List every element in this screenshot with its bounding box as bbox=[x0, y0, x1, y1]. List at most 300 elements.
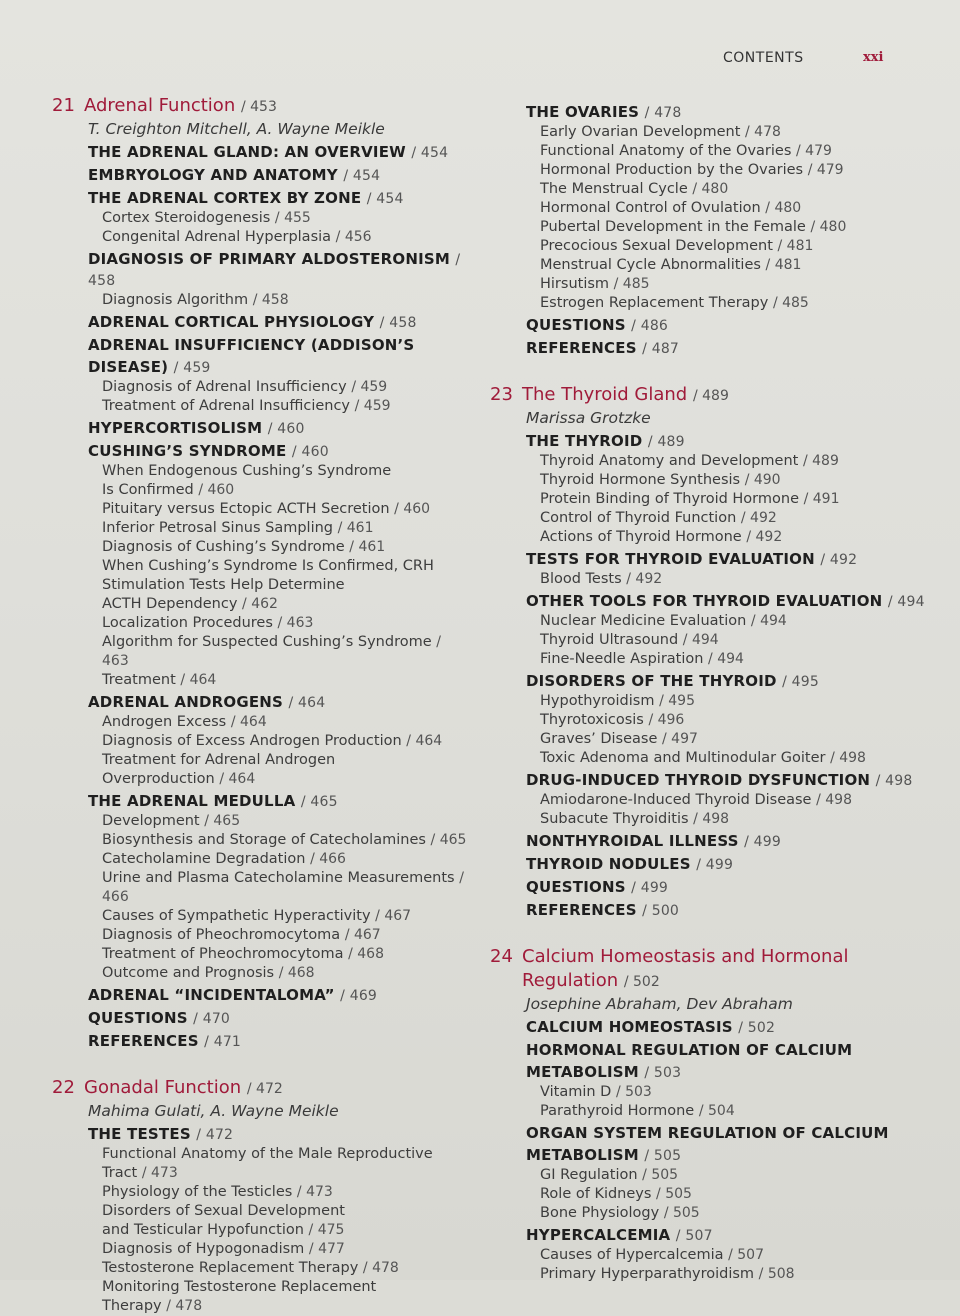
toc-section-entry[interactable] bbox=[526, 591, 930, 612]
toc-subsection-entry[interactable] bbox=[540, 509, 930, 528]
toc-subsection-entry[interactable] bbox=[102, 519, 472, 538]
toc-subsection-entry[interactable] bbox=[102, 397, 472, 416]
chapter-authors: Mahima Gulati, A. Wayne Meikle bbox=[88, 1102, 339, 1120]
toc-entry-page: / 486 bbox=[631, 318, 669, 334]
chapter-title[interactable]: Adrenal Function / 453 bbox=[84, 95, 277, 116]
toc-section-entry[interactable] bbox=[88, 441, 472, 462]
toc-entry-title: Diagnosis Algorithm bbox=[102, 292, 249, 308]
toc-entry-title: Localization Procedures bbox=[102, 615, 273, 631]
toc-section-entry[interactable] bbox=[526, 770, 930, 791]
toc-entry-page: / 466 bbox=[310, 851, 346, 867]
toc-subsection-entry[interactable] bbox=[102, 576, 472, 595]
toc-subsection-entry[interactable] bbox=[540, 1166, 930, 1185]
toc-entry-page: / 494 bbox=[682, 632, 719, 648]
toc-entry-page: / 460 bbox=[291, 444, 329, 460]
toc-subsection-entry[interactable] bbox=[102, 1259, 472, 1278]
toc-section-entry[interactable] bbox=[526, 338, 930, 359]
toc-subsection-entry[interactable] bbox=[540, 810, 930, 829]
toc-entry-title: NONTHYROIDAL ILLNESS bbox=[526, 832, 739, 850]
toc-section-entry[interactable] bbox=[526, 1062, 930, 1083]
toc-entry-title: Biosynthesis and Storage of Catecholamines bbox=[102, 832, 426, 848]
toc-entry-title: ORGAN SYSTEM REGULATION OF CALCIUM bbox=[526, 1124, 889, 1142]
toc-subsection-entry[interactable] bbox=[540, 161, 930, 180]
toc-entry-title: THE THYROID bbox=[526, 432, 643, 450]
toc-subsection-entry[interactable] bbox=[540, 730, 930, 749]
toc-entry-title: Is Confirmed bbox=[102, 482, 194, 498]
toc-entry-title: THE OVARIES bbox=[526, 103, 640, 121]
toc-entry-title: Urine and Plasma Catecholamine Measurements bbox=[102, 870, 455, 886]
toc-subsection-entry[interactable] bbox=[540, 570, 930, 589]
running-head: CONTENTS bbox=[723, 50, 804, 66]
toc-entry-title: Diagnosis of Hypogonadism bbox=[102, 1241, 305, 1257]
toc-section-entry[interactable] bbox=[526, 1225, 930, 1246]
toc-subsection-entry[interactable] bbox=[540, 490, 930, 509]
toc-entry-title: DISORDERS OF THE THYROID bbox=[526, 672, 777, 690]
toc-section-entry[interactable] bbox=[526, 900, 930, 921]
toc-section-entry[interactable] bbox=[526, 877, 930, 898]
toc-entry-page: / 481 bbox=[765, 257, 802, 273]
toc-subsection-entry[interactable] bbox=[540, 650, 930, 669]
toc-section-entry[interactable] bbox=[526, 671, 930, 692]
toc-subsection-entry[interactable] bbox=[540, 142, 930, 161]
toc-entry-title: Overproduction bbox=[102, 771, 215, 787]
toc-entry-page: / 473 bbox=[296, 1184, 333, 1200]
toc-entry-title: Physiology of the Testicles bbox=[102, 1184, 293, 1200]
toc-entry-page: / 461 bbox=[349, 539, 386, 555]
toc-entry-page: / 462 bbox=[242, 596, 278, 612]
toc-entry-page: / 499 bbox=[744, 834, 781, 850]
toc-entry-title: Blood Tests bbox=[540, 571, 622, 587]
toc-entry-title: Hypothyroidism bbox=[540, 693, 655, 709]
toc-entry-title: and Testicular Hypofunction bbox=[102, 1222, 304, 1238]
toc-entry-title: HYPERCORTISOLISM bbox=[88, 419, 263, 437]
toc-section-entry[interactable] bbox=[88, 692, 472, 713]
toc-entry-title: Treatment of Adrenal Insufficiency bbox=[102, 398, 351, 414]
toc-entry-title: Hirsutism bbox=[540, 276, 610, 292]
toc-entry-page: / 470 bbox=[193, 1011, 231, 1027]
toc-entry-page: / 478 bbox=[644, 105, 682, 121]
toc-subsection-entry[interactable] bbox=[102, 228, 472, 247]
toc-section-entry[interactable] bbox=[88, 418, 472, 439]
toc-entry-page: / 467 bbox=[375, 908, 412, 924]
toc-entry-page: / 472 bbox=[196, 1127, 234, 1143]
toc-entry-title: Diagnosis of Adrenal Insufficiency bbox=[102, 379, 347, 395]
toc-entry-page: / 459 bbox=[354, 398, 391, 414]
toc-entry-page: / 466 bbox=[102, 870, 464, 905]
toc-entry-title: ACTH Dependency bbox=[102, 596, 238, 612]
toc-entry-page: / 494 bbox=[887, 594, 925, 610]
toc-entry-page: / 505 bbox=[663, 1205, 700, 1221]
toc-entry-title: Bone Physiology bbox=[540, 1205, 660, 1221]
toc-subsection-entry[interactable] bbox=[102, 1297, 472, 1316]
toc-entry-page: / 480 bbox=[692, 181, 729, 197]
toc-entry-title: EMBRYOLOGY AND ANATOMY bbox=[88, 166, 338, 184]
toc-entry-title: GI Regulation bbox=[540, 1167, 638, 1183]
toc-subsection-entry[interactable] bbox=[540, 237, 930, 256]
toc-entry-title: TESTS FOR THYROID EVALUATION bbox=[526, 550, 815, 568]
chapter-22 bbox=[52, 1076, 472, 1316]
toc-entry-page: / 489 bbox=[802, 453, 839, 469]
toc-entry-title: Vitamin D bbox=[540, 1084, 612, 1100]
chapter-24-entries bbox=[490, 1017, 930, 1284]
toc-entry-page: / 496 bbox=[648, 712, 685, 728]
toc-entry-page: / 464 bbox=[288, 695, 326, 711]
toc-entry-title: DISEASE) bbox=[88, 358, 169, 376]
toc-section-entry[interactable] bbox=[88, 188, 472, 209]
toc-entry-page: / 468 bbox=[348, 946, 384, 962]
toc-entry-page: / 478 bbox=[166, 1298, 203, 1314]
toc-entry-page: / 477 bbox=[308, 1241, 345, 1257]
toc-subsection-entry[interactable] bbox=[102, 1145, 472, 1164]
toc-entry-title: CALCIUM HOMEOSTASIS bbox=[526, 1018, 733, 1036]
toc-entry-page: / 480 bbox=[810, 219, 847, 235]
toc-entry-page: / 458 bbox=[379, 315, 417, 331]
toc-subsection-entry[interactable] bbox=[540, 612, 930, 631]
toc-entry-title: Pituitary versus Ectopic ACTH Secretion bbox=[102, 501, 390, 517]
toc-entry-title: Diagnosis of Cushing’s Syndrome bbox=[102, 539, 345, 555]
toc-entry-page: / 495 bbox=[659, 693, 695, 709]
chapter-authors: Marissa Grotzke bbox=[526, 409, 651, 427]
toc-entry-title: Amiodarone-Induced Thyroid Disease bbox=[540, 792, 812, 808]
toc-subsection-entry[interactable] bbox=[102, 209, 472, 228]
toc-entry-title: ADRENAL CORTICAL PHYSIOLOGY bbox=[88, 313, 375, 331]
toc-entry-page: / 463 bbox=[102, 634, 441, 669]
toc-entry-title: Catecholamine Degradation bbox=[102, 851, 306, 867]
toc-subsection-entry[interactable] bbox=[102, 907, 472, 926]
toc-subsection-entry[interactable] bbox=[540, 1204, 930, 1223]
toc-entry-title: Menstrual Cycle Abnormalities bbox=[540, 257, 761, 273]
toc-subsection-entry[interactable] bbox=[102, 481, 472, 500]
chapter-title-continued[interactable]: Regulation / 502 bbox=[522, 970, 660, 991]
toc-subsection-entry[interactable] bbox=[540, 1265, 930, 1284]
toc-entry-page: / 498 bbox=[830, 750, 866, 766]
toc-subsection-entry[interactable] bbox=[540, 749, 930, 768]
toc-entry-title: METABOLISM bbox=[526, 1063, 639, 1081]
toc-subsection-entry[interactable] bbox=[102, 557, 472, 576]
toc-section-entry[interactable] bbox=[88, 335, 472, 355]
toc-entry-page: / 471 bbox=[204, 1034, 242, 1050]
toc-entry-page: / 456 bbox=[335, 229, 372, 245]
toc-subsection-entry[interactable] bbox=[540, 199, 930, 218]
toc-entry-title: DRUG-INDUCED THYROID DYSFUNCTION bbox=[526, 771, 871, 789]
toc-entry-page: / 454 bbox=[411, 145, 449, 161]
toc-subsection-entry[interactable] bbox=[102, 1202, 472, 1221]
left-column bbox=[52, 94, 472, 1316]
toc-subsection-entry[interactable] bbox=[540, 1102, 930, 1121]
toc-entry-title: Subacute Thyroiditis bbox=[540, 811, 689, 827]
toc-entry-page: / 473 bbox=[141, 1165, 178, 1181]
toc-entry-page: / 479 bbox=[796, 143, 832, 159]
chapter-22-continued bbox=[490, 102, 930, 359]
toc-entry-page: / 500 bbox=[642, 903, 680, 919]
toc-entry-page: / 494 bbox=[750, 613, 787, 629]
toc-subsection-entry[interactable] bbox=[102, 462, 472, 481]
chapter-24 bbox=[490, 945, 930, 1284]
toc-section-entry[interactable] bbox=[88, 985, 472, 1006]
toc-entry-title: Fine-Needle Aspiration bbox=[540, 651, 704, 667]
toc-entry-page: / 464 bbox=[180, 672, 217, 688]
toc-entry-title: Treatment of Pheochromocytoma bbox=[102, 946, 344, 962]
chapter-21-entries bbox=[52, 142, 472, 1052]
toc-subsection-entry[interactable] bbox=[102, 770, 472, 789]
toc-entry-title: THE ADRENAL GLAND: AN OVERVIEW bbox=[88, 143, 406, 161]
toc-entry-page: / 463 bbox=[277, 615, 314, 631]
toc-section-entry[interactable] bbox=[526, 1123, 930, 1143]
toc-entry-title: Testosterone Replacement Therapy bbox=[102, 1260, 359, 1276]
toc-section-entry[interactable] bbox=[526, 1040, 930, 1060]
chapter-authors: Josephine Abraham, Dev Abraham bbox=[526, 995, 793, 1013]
toc-entry-title: Stimulation Tests Help Determine bbox=[102, 577, 345, 593]
toc-entry-title: ADRENAL ANDROGENS bbox=[88, 693, 284, 711]
toc-subsection-entry[interactable] bbox=[540, 218, 930, 237]
toc-entry-page: / 498 bbox=[693, 811, 730, 827]
toc-entry-title: DIAGNOSIS OF PRIMARY ALDOSTERONISM bbox=[88, 250, 450, 268]
toc-entry-page: / 499 bbox=[696, 857, 734, 873]
toc-section-entry[interactable] bbox=[88, 312, 472, 333]
chapter-23-entries bbox=[490, 431, 930, 921]
toc-entry-page: / 478 bbox=[362, 1260, 399, 1276]
toc-section-entry[interactable] bbox=[88, 1008, 472, 1029]
toc-entry-page: / 492 bbox=[820, 552, 858, 568]
chapter-title[interactable]: The Thyroid Gland / 489 bbox=[522, 384, 729, 405]
toc-subsection-entry[interactable] bbox=[540, 180, 930, 199]
toc-entry-title: REFERENCES bbox=[526, 339, 637, 357]
toc-section-entry[interactable] bbox=[526, 854, 930, 875]
toc-subsection-entry[interactable] bbox=[102, 595, 472, 614]
toc-section-entry[interactable] bbox=[526, 315, 930, 336]
toc-section-entry[interactable] bbox=[526, 431, 930, 452]
toc-subsection-entry[interactable] bbox=[102, 945, 472, 964]
toc-subsection-entry[interactable] bbox=[102, 850, 472, 869]
toc-entry-title: Tract bbox=[102, 1165, 138, 1181]
toc-subsection-entry[interactable] bbox=[540, 791, 930, 810]
toc-section-entry[interactable] bbox=[88, 791, 472, 812]
toc-entry-page: / 504 bbox=[698, 1103, 735, 1119]
toc-entry-title: Pubertal Development in the Female bbox=[540, 219, 806, 235]
toc-entry-page: / 475 bbox=[308, 1222, 345, 1238]
chapter-title[interactable]: Gonadal Function / 472 bbox=[84, 1077, 283, 1098]
toc-subsection-entry[interactable] bbox=[102, 812, 472, 831]
toc-subsection-entry[interactable] bbox=[540, 294, 930, 313]
toc-entry-page: / 464 bbox=[230, 714, 267, 730]
toc-subsection-entry[interactable] bbox=[540, 1185, 930, 1204]
toc-subsection-entry[interactable] bbox=[102, 378, 472, 397]
toc-section-entry[interactable] bbox=[88, 1124, 472, 1145]
toc-entry-page: / 455 bbox=[274, 210, 311, 226]
toc-entry-page: / 480 bbox=[765, 200, 802, 216]
toc-entry-page: / 479 bbox=[807, 162, 844, 178]
toc-subsection-entry[interactable] bbox=[102, 713, 472, 732]
toc-section-entry[interactable] bbox=[88, 1031, 472, 1052]
toc-entry-title: Diagnosis of Pheochromocytoma bbox=[102, 927, 341, 943]
toc-entry-title: QUESTIONS bbox=[88, 1009, 188, 1027]
toc-subsection-entry[interactable] bbox=[102, 538, 472, 557]
toc-entry-title: ADRENAL INSUFFICIENCY (ADDISON’S bbox=[88, 336, 415, 354]
toc-entry-title: Algorithm for Suspected Cushing’s Syndrome bbox=[102, 634, 432, 650]
toc-entry-page: / 460 bbox=[394, 501, 431, 517]
toc-subsection-entry[interactable] bbox=[540, 256, 930, 275]
toc-entry-title: HYPERCALCEMIA bbox=[526, 1226, 671, 1244]
chapter-23 bbox=[490, 383, 930, 921]
toc-entry-title: Estrogen Replacement Therapy bbox=[540, 295, 769, 311]
chapter-number: 23 bbox=[490, 384, 513, 405]
toc-section-entry[interactable] bbox=[526, 831, 930, 852]
toc-entry-title: Actions of Thyroid Hormone bbox=[540, 529, 742, 545]
toc-entry-page: / 464 bbox=[406, 733, 443, 749]
toc-entry-title: Treatment for Adrenal Androgen bbox=[102, 752, 336, 768]
toc-subsection-entry[interactable] bbox=[540, 1246, 930, 1265]
toc-entry-page: / 485 bbox=[772, 295, 809, 311]
toc-entry-title: THYROID NODULES bbox=[526, 855, 691, 873]
toc-section-entry[interactable] bbox=[526, 1017, 930, 1038]
toc-subsection-entry[interactable] bbox=[540, 631, 930, 650]
toc-entry-title: QUESTIONS bbox=[526, 878, 626, 896]
toc-subsection-entry[interactable] bbox=[102, 751, 472, 770]
toc-entry-title: Nuclear Medicine Evaluation bbox=[540, 613, 747, 629]
toc-subsection-entry[interactable] bbox=[102, 633, 472, 671]
toc-entry-title: Thyrotoxicosis bbox=[540, 712, 644, 728]
toc-entry-title: When Cushing’s Syndrome Is Confirmed, CRH bbox=[102, 558, 434, 574]
toc-subsection-entry[interactable] bbox=[540, 123, 930, 142]
chapter-authors: T. Creighton Mitchell, A. Wayne Meikle bbox=[88, 120, 385, 138]
toc-entry-title: Therapy bbox=[102, 1298, 162, 1314]
toc-entry-page: / 498 bbox=[875, 773, 913, 789]
toc-subsection-entry[interactable] bbox=[102, 1183, 472, 1202]
toc-entry-page: / 465 bbox=[204, 813, 241, 829]
toc-entry-page: / 465 bbox=[430, 832, 467, 848]
chapter-number: 21 bbox=[52, 95, 75, 116]
toc-entry-title: Causes of Hypercalcemia bbox=[540, 1247, 724, 1263]
toc-entry-title: THE ADRENAL MEDULLA bbox=[88, 792, 296, 810]
toc-entry-title: Causes of Sympathetic Hyperactivity bbox=[102, 908, 371, 924]
toc-subsection-entry[interactable] bbox=[102, 964, 472, 983]
toc-entry-title: Congenital Adrenal Hyperplasia bbox=[102, 229, 332, 245]
toc-entry-title: Monitoring Testosterone Replacement bbox=[102, 1279, 377, 1295]
toc-entry-page: / 459 bbox=[173, 360, 211, 376]
toc-subsection-entry[interactable] bbox=[540, 275, 930, 294]
toc-entry-title: OTHER TOOLS FOR THYROID EVALUATION bbox=[526, 592, 883, 610]
toc-entry-page: / 505 bbox=[656, 1186, 692, 1202]
toc-subsection-entry[interactable] bbox=[102, 869, 472, 907]
toc-entry-title: The Menstrual Cycle bbox=[540, 181, 688, 197]
toc-subsection-entry[interactable] bbox=[102, 1221, 472, 1240]
chapter-22-entries bbox=[52, 1124, 472, 1316]
toc-section-entry[interactable] bbox=[88, 357, 472, 378]
toc-entry-page: / 492 bbox=[746, 529, 783, 545]
toc-entry-title: Thyroid Ultrasound bbox=[540, 632, 679, 648]
toc-subsection-entry[interactable] bbox=[102, 732, 472, 751]
toc-entry-title: Thyroid Anatomy and Development bbox=[540, 453, 799, 469]
toc-entry-page: / 481 bbox=[777, 238, 814, 254]
toc-subsection-entry[interactable] bbox=[102, 671, 472, 690]
toc-entry-title: Hormonal Control of Ovulation bbox=[540, 200, 761, 216]
chapter-number: 22 bbox=[52, 1077, 75, 1098]
toc-entry-page: / 491 bbox=[803, 491, 840, 507]
toc-section-entry[interactable] bbox=[526, 549, 930, 570]
toc-entry-page: / 490 bbox=[744, 472, 781, 488]
toc-subsection-entry[interactable] bbox=[102, 1164, 472, 1183]
toc-subsection-entry[interactable] bbox=[540, 711, 930, 730]
toc-entry-title: Outcome and Prognosis bbox=[102, 965, 275, 981]
chapter-22-continued-entries bbox=[490, 102, 930, 359]
toc-subsection-entry[interactable] bbox=[102, 1240, 472, 1259]
toc-entry-title: Protein Binding of Thyroid Hormone bbox=[540, 491, 799, 507]
toc-entry-title: CUSHING’S SYNDROME bbox=[88, 442, 287, 460]
toc-section-entry[interactable] bbox=[526, 102, 930, 123]
toc-entry-title: Graves’ Disease bbox=[540, 731, 658, 747]
toc-entry-title: Androgen Excess bbox=[102, 714, 227, 730]
toc-entry-page: / 505 bbox=[644, 1148, 682, 1164]
toc-entry-page: / 454 bbox=[366, 191, 404, 207]
toc-entry-page: / 458 bbox=[252, 292, 289, 308]
toc-subsection-entry[interactable] bbox=[102, 291, 472, 310]
toc-entry-title: THE TESTES bbox=[88, 1125, 191, 1143]
toc-entry-title: THE ADRENAL CORTEX BY ZONE bbox=[88, 189, 362, 207]
toc-entry-title: QUESTIONS bbox=[526, 316, 626, 334]
toc-subsection-entry[interactable] bbox=[102, 1278, 472, 1297]
toc-entry-title: REFERENCES bbox=[88, 1032, 199, 1050]
toc-entry-page: / 460 bbox=[198, 482, 235, 498]
toc-entry-title: Cortex Steroidogenesis bbox=[102, 210, 271, 226]
toc-entry-title: Inferior Petrosal Sinus Sampling bbox=[102, 520, 333, 536]
toc-entry-title: Early Ovarian Development bbox=[540, 124, 741, 140]
toc-entry-title: Diagnosis of Excess Androgen Production bbox=[102, 733, 402, 749]
toc-entry-page: / 507 bbox=[675, 1228, 713, 1244]
toc-subsection-entry[interactable] bbox=[102, 926, 472, 945]
toc-entry-title: HORMONAL REGULATION OF CALCIUM bbox=[526, 1041, 853, 1059]
toc-subsection-entry[interactable] bbox=[540, 528, 930, 547]
toc-entry-title: When Endogenous Cushing’s Syndrome bbox=[102, 463, 392, 479]
toc-subsection-entry[interactable] bbox=[102, 614, 472, 633]
toc-entry-page: / 459 bbox=[351, 379, 388, 395]
toc-entry-page: / 495 bbox=[782, 674, 819, 690]
toc-entry-title: Development bbox=[102, 813, 200, 829]
toc-section-entry[interactable] bbox=[88, 249, 472, 291]
chapter-21 bbox=[52, 94, 472, 1052]
toc-entry-page: / 467 bbox=[344, 927, 381, 943]
toc-entry-page: / 498 bbox=[816, 792, 852, 808]
toc-subsection-entry[interactable] bbox=[540, 471, 930, 490]
toc-entry-page: / 489 bbox=[647, 434, 685, 450]
chapter-title[interactable]: Calcium Homeostasis and Hormonal bbox=[522, 946, 849, 967]
toc-entry-page: / 492 bbox=[626, 571, 663, 587]
toc-subsection-entry[interactable] bbox=[102, 831, 472, 850]
toc-subsection-entry[interactable] bbox=[540, 452, 930, 471]
toc-entry-title: Thyroid Hormone Synthesis bbox=[540, 472, 741, 488]
toc-entry-page: / 487 bbox=[642, 341, 680, 357]
toc-entry-title: Toxic Adenoma and Multinodular Goiter bbox=[540, 750, 826, 766]
toc-entry-title: Functional Anatomy of the Male Reproductive bbox=[102, 1146, 433, 1162]
toc-entry-page: / 458 bbox=[88, 252, 461, 289]
toc-entry-page: / 494 bbox=[708, 651, 744, 667]
toc-entry-page: / 485 bbox=[613, 276, 650, 292]
toc-entry-page: / 505 bbox=[642, 1167, 679, 1183]
toc-entry-page: / 497 bbox=[662, 731, 698, 747]
toc-entry-title: Control of Thyroid Function bbox=[540, 510, 737, 526]
toc-section-entry[interactable] bbox=[88, 165, 472, 186]
toc-entry-page: / 503 bbox=[615, 1084, 652, 1100]
toc-section-entry[interactable] bbox=[526, 1145, 930, 1166]
toc-entry-title: REFERENCES bbox=[526, 901, 637, 919]
toc-subsection-entry[interactable] bbox=[540, 692, 930, 711]
toc-entry-page: / 461 bbox=[337, 520, 374, 536]
toc-section-entry[interactable] bbox=[88, 142, 472, 163]
toc-subsection-entry[interactable] bbox=[540, 1083, 930, 1102]
toc-entry-title: Hormonal Production by the Ovaries bbox=[540, 162, 804, 178]
toc-subsection-entry[interactable] bbox=[102, 500, 472, 519]
toc-entry-page: / 502 bbox=[738, 1020, 776, 1036]
toc-entry-title: ADRENAL “INCIDENTALOMA” bbox=[88, 986, 335, 1004]
